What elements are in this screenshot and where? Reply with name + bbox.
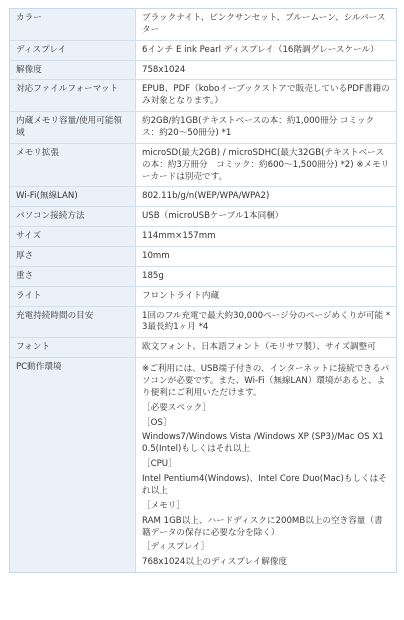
spec-label: 充電持続時間の目安 [10, 306, 136, 338]
spec-row-storage [10, 112, 396, 144]
pc-env-memory-heading: ［メモリ］ [142, 500, 185, 511]
pc-env-memory-value: RAM 1GB以上、ハードディスクに200MB以上の空き容量（書籍データの保存に必要な分を除く） [142, 515, 383, 538]
spec-row-formats [10, 80, 396, 112]
spec-row-wifi [10, 187, 396, 207]
spec-value: EPUB、PDF（koboイーブックストアで販売しているPDF書籍のみ対象となります。） [136, 80, 397, 112]
spec-value: 約2GB/約1GB(テキストベースの本：約1,000冊分 コミックス：約20～50冊分) *1 [136, 112, 397, 144]
spec-value: 114mm×157mm [136, 227, 397, 247]
spec-row-size [10, 227, 396, 247]
spec-row-font [10, 338, 396, 358]
spec-label: 厚さ [10, 247, 136, 267]
spec-row-thickness [10, 247, 396, 267]
spec-label: ライト [10, 286, 136, 306]
spec-row-battery [10, 306, 396, 338]
pc-env-display-heading: ［ディスプレイ］ [142, 542, 210, 553]
spec-label: 解像度 [10, 60, 136, 80]
spec-label: 重さ [10, 266, 136, 286]
pc-env-os-value: Windows7/Windows Vista /Windows XP (SP3)/Mac OS X10.5(Intel)もしくはそれ以上 [142, 432, 384, 455]
spec-row-display [10, 40, 396, 60]
spec-value: 欧文フォント、日本語フォント（モリサワ製）、サイズ調整可 [136, 338, 397, 358]
pc-environment-details [136, 358, 397, 572]
spec-label: パソコン接続方法 [10, 207, 136, 227]
pc-env-display-value: 768x1024以上のディスプレイ解像度 [142, 557, 288, 568]
spec-value: USB（microUSBケーブル1本同梱） [136, 207, 397, 227]
spec-row-weight [10, 266, 396, 286]
spec-label: フォント [10, 338, 136, 358]
spec-label: 対応ファイルフォーマット [10, 80, 136, 112]
pc-env-cpu-heading: ［CPU］ [142, 459, 177, 470]
spec-row-light [10, 286, 396, 306]
spec-value: 1回のフル充電で最大約30,000ページ分のページめくりが可能 *3最長約1ヶ月 *4 [136, 306, 397, 338]
pc-env-cpu-value: Intel Pentium4(Windows)、Intel Core Duo(Mac)もしくはそれ以上 [142, 474, 387, 496]
spec-label: PC動作環境 [10, 358, 136, 572]
pc-env-note: ※ご利用には、USB端子付きの、インターネットに接続できるパソコンが必要です。また、Wi-Fi（無線LAN）環境があると、より便利にご利用いただけます。 [142, 364, 390, 398]
spec-value: 10mm [136, 247, 397, 267]
pc-env-required-spec-heading: ［必要スペック］ [142, 402, 211, 413]
spec-row-pc-environment [10, 358, 396, 572]
spec-value: 185g [136, 266, 397, 286]
spec-value: 802.11b/g/n(WEP/WPA/WPA2) [136, 187, 397, 207]
spec-value: フロントライト内蔵 [136, 286, 397, 306]
spec-label: メモリ拡張 [10, 143, 136, 187]
spec-label: 内蔵メモリ容量/使用可能領域 [10, 112, 136, 144]
spec-value: ブラックナイト、ピンクサンセット、ブルームーン、シルバースター [136, 9, 397, 40]
spec-row-color [10, 9, 396, 40]
spec-row-memory-expansion [10, 143, 396, 187]
spec-value: 758x1024 [136, 60, 397, 80]
spec-label: カラー [10, 9, 136, 40]
spec-value: microSD(最大2GB) / microSDHC(最大32GB(テキストベースの本：約3万冊分 コミック：約600～1,500冊分) *2) ※メモリーカードは別売です。 [136, 143, 397, 187]
spec-row-resolution [10, 60, 396, 80]
pc-env-os-heading: ［OS］ [142, 417, 172, 428]
spec-table-frame [9, 8, 397, 573]
spec-table [10, 9, 396, 572]
spec-label: Wi-Fi(無線LAN) [10, 187, 136, 207]
spec-row-pc-connection [10, 207, 396, 227]
spec-label: サイズ [10, 227, 136, 247]
spec-value: 6インチ E ink Pearl ディスプレイ（16階調グレースケール） [136, 40, 397, 60]
spec-label: ディスプレイ [10, 40, 136, 60]
